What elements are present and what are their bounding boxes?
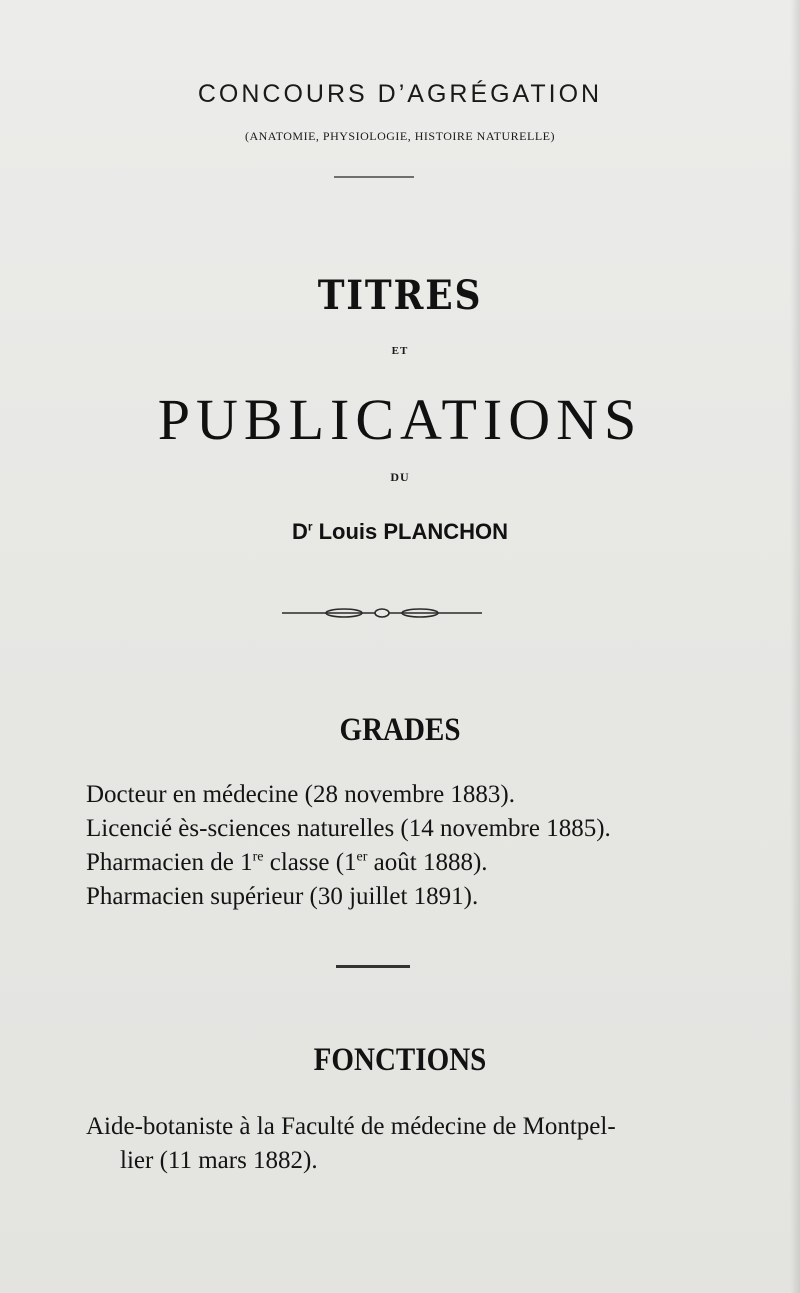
fonctions-line-1: Aide-botaniste à la Faculté de médecine de Montpel- (86, 1113, 616, 1140)
author-prefix-sup: r (307, 519, 313, 534)
author-surname: Louis PLANCHON (312, 519, 509, 544)
grade-line-3-mid: classe (1 (263, 849, 357, 876)
grade-line-3 (86, 849, 488, 877)
grade-line-3-pre: Pharmacien de 1 (86, 849, 253, 876)
fonctions-paragraph (86, 1110, 716, 1178)
grade-line-3-post: août 1888). (367, 849, 488, 876)
title-publications: PUBLICATIONS (157, 387, 643, 452)
author-prefix: D (291, 519, 308, 544)
page-edge-shadow (790, 0, 800, 1293)
title-titres: TITRES (317, 272, 483, 319)
grade-line-2: Licencié ès-sciences naturelles (14 novembre 1885). (86, 815, 611, 842)
section-rule (336, 965, 410, 968)
title-du: DU (390, 470, 410, 484)
grade-line-4: Pharmacien supérieur (30 juillet 1891). (86, 883, 479, 910)
competition-subtitle: (ANATOMIE, PHYSIOLOGIE, HISTOIRE NATURELLE) (244, 129, 556, 143)
header-rule (334, 176, 414, 178)
grade-line-3-sup2: er (356, 849, 368, 865)
title-et: ET (391, 345, 409, 357)
author-name (0, 519, 800, 545)
grade-line-3-sup1: re (252, 849, 264, 865)
grades-heading: GRADES (339, 712, 461, 748)
competition-title: CONCOURS D’AGRÉGATION (197, 80, 603, 108)
ornament-divider-icon (282, 603, 482, 623)
fonctions-heading: FONCTIONS (313, 1042, 487, 1078)
grade-line-1: Docteur en médecine (28 novembre 1883). (86, 781, 516, 808)
fonctions-line-2: lier (11 mars 1882). (120, 1147, 318, 1174)
